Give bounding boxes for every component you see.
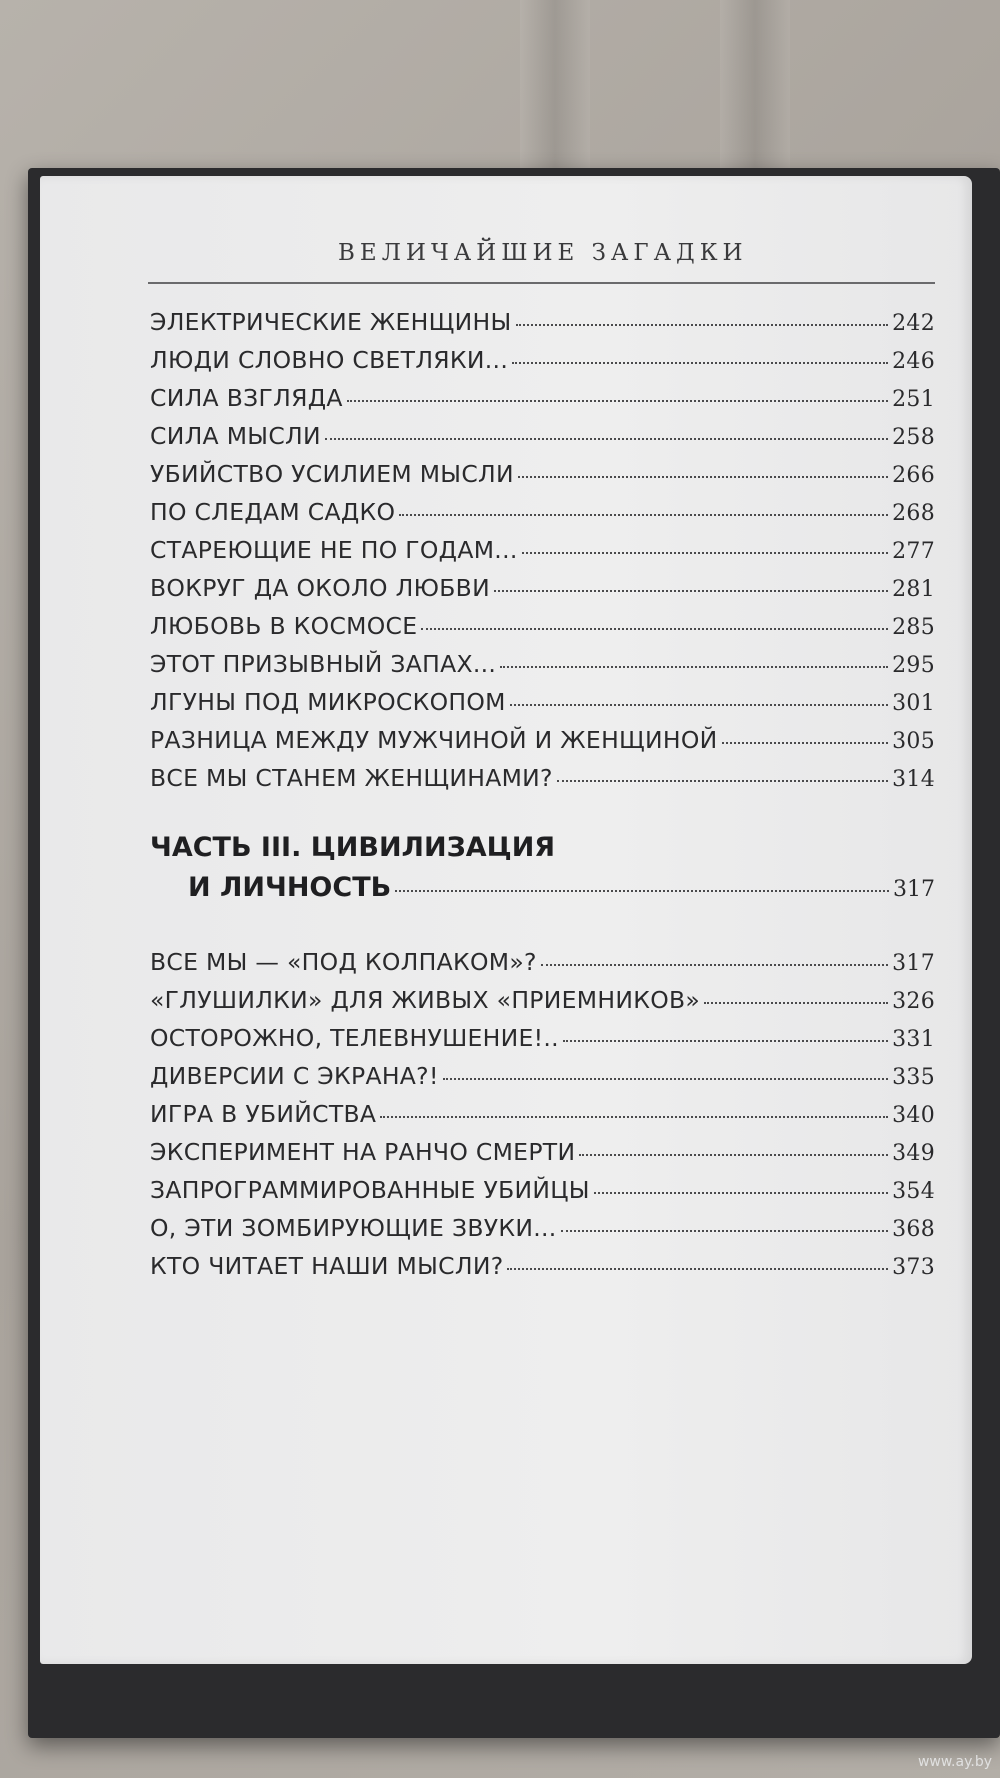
- part-heading-page: 317: [893, 877, 935, 902]
- toc-entry: [150, 574, 935, 612]
- toc-entry-title: ИГРА В УБИЙСТВА: [150, 1100, 377, 1128]
- toc-entry-title: ЭТОТ ПРИЗЫВНЫЙ ЗАПАХ...: [150, 650, 497, 678]
- toc-entry: [150, 1100, 935, 1138]
- toc-entry-title: ПО СЛЕДАМ САДКО: [150, 498, 396, 526]
- toc-section-1: [150, 308, 935, 802]
- toc-entry-title: СТАРЕЮЩИЕ НЕ ПО ГОДАМ...: [150, 536, 518, 564]
- dot-leader: [594, 1191, 888, 1194]
- dot-leader: [395, 890, 889, 892]
- toc-entry-title: УБИЙСТВО УСИЛИЕМ МЫСЛИ: [150, 460, 514, 488]
- toc-entry: [150, 688, 935, 726]
- toc-entry-title: ЗАПРОГРАММИРОВАННЫЕ УБИЙЦЫ: [150, 1176, 590, 1204]
- dot-leader: [704, 1001, 888, 1004]
- toc-entry-page: 314: [892, 767, 935, 792]
- header-rule: [148, 282, 935, 284]
- toc-entry-page: 340: [892, 1103, 935, 1128]
- toc-entry: [150, 536, 935, 574]
- toc-entry-page: 331: [892, 1027, 935, 1052]
- toc-entry-page: 242: [892, 311, 935, 336]
- dot-leader: [494, 589, 888, 592]
- dot-leader: [561, 1229, 889, 1232]
- toc-entry-page: 285: [892, 615, 935, 640]
- toc-entry-page: 349: [892, 1141, 935, 1166]
- dot-leader: [563, 1039, 888, 1042]
- toc-entry-page: 246: [892, 349, 935, 374]
- dot-leader: [512, 361, 888, 364]
- toc-entry: [150, 948, 935, 986]
- toc-entry: [150, 726, 935, 764]
- dot-leader: [443, 1077, 888, 1080]
- toc-entry: [150, 1062, 935, 1100]
- toc-entry-page: 326: [892, 989, 935, 1014]
- toc-entry-page: 251: [892, 387, 935, 412]
- dot-leader: [579, 1153, 888, 1156]
- part-heading-line2-row: [150, 872, 935, 916]
- toc-entry: [150, 308, 935, 346]
- toc-entry-title: «ГЛУШИЛКИ» ДЛЯ ЖИВЫХ «ПРИЕМНИКОВ»: [150, 986, 701, 1014]
- dot-leader: [507, 1267, 888, 1270]
- toc-entry-page: 368: [892, 1217, 935, 1242]
- toc-entry: [150, 1214, 935, 1252]
- toc-entry-title: ЛЮДИ СЛОВНО СВЕТЛЯКИ...: [150, 346, 509, 374]
- toc-entry-page: 354: [892, 1179, 935, 1204]
- toc-entry-page: 335: [892, 1065, 935, 1090]
- toc-entry: [150, 986, 935, 1024]
- toc-entry-page: 277: [892, 539, 935, 564]
- dot-leader: [399, 513, 888, 516]
- toc-entry-title: О, ЭТИ ЗОМБИРУЮЩИЕ ЗВУКИ...: [150, 1214, 557, 1242]
- toc-entry-title: КТО ЧИТАЕТ НАШИ МЫСЛИ?: [150, 1252, 504, 1280]
- toc-entry-page: 295: [892, 653, 935, 678]
- toc-entry-page: 301: [892, 691, 935, 716]
- dot-leader: [516, 323, 889, 326]
- toc-entry: [150, 1252, 935, 1290]
- dot-leader: [541, 963, 888, 966]
- toc-entry-title: ДИВЕРСИИ С ЭКРАНА?!: [150, 1062, 439, 1090]
- toc-entry-page: 281: [892, 577, 935, 602]
- toc-entry-title: ЛГУНЫ ПОД МИКРОСКОПОМ: [150, 688, 506, 716]
- toc-entry: [150, 612, 935, 650]
- dot-leader: [500, 665, 888, 668]
- dot-leader: [522, 551, 888, 554]
- toc-entry: [150, 422, 935, 460]
- part-heading: [150, 832, 935, 916]
- dot-leader: [325, 437, 888, 440]
- toc-entry: [150, 346, 935, 384]
- toc-entry-title: ОСТОРОЖНО, ТЕЛЕВНУШЕНИЕ!..: [150, 1024, 559, 1052]
- dot-leader: [421, 627, 888, 630]
- toc-entry: [150, 498, 935, 536]
- toc-entry-page: 373: [892, 1255, 935, 1280]
- toc-entry-title: ЭКСПЕРИМЕНТ НА РАНЧО СМЕРТИ: [150, 1138, 576, 1166]
- toc-entry-page: 317: [892, 951, 935, 976]
- toc-entry: [150, 1176, 935, 1214]
- toc-entry-title: ВОКРУГ ДА ОКОЛО ЛЮБВИ: [150, 574, 490, 602]
- dot-leader: [722, 741, 889, 744]
- toc-entry: [150, 1138, 935, 1176]
- toc-entry: [150, 650, 935, 688]
- toc-entry-title: СИЛА ВЗГЛЯДА: [150, 384, 343, 412]
- dot-leader: [518, 475, 888, 478]
- background-fold: [720, 0, 790, 180]
- toc-entry: [150, 764, 935, 802]
- toc-entry-title: РАЗНИЦА МЕЖДУ МУЖЧИНОЙ И ЖЕНЩИНОЙ: [150, 726, 718, 754]
- dot-leader: [510, 703, 888, 706]
- toc-entry: [150, 384, 935, 422]
- part-heading-line2: И ЛИЧНОСТЬ: [188, 872, 392, 903]
- toc-entry-title: ЭЛЕКТРИЧЕСКИЕ ЖЕНЩИНЫ: [150, 308, 512, 336]
- running-head: ВЕЛИЧАЙШИЕ ЗАГАДКИ: [338, 240, 748, 266]
- toc-entry-page: 305: [892, 729, 935, 754]
- toc-entry-title: ВСЕ МЫ СТАНЕМ ЖЕНЩИНАМИ?: [150, 764, 553, 792]
- background-fold: [520, 0, 590, 180]
- toc-entry-page: 258: [892, 425, 935, 450]
- toc-entry: [150, 460, 935, 498]
- toc-entry-page: 266: [892, 463, 935, 488]
- toc-entry-title: ЛЮБОВЬ В КОСМОСЕ: [150, 612, 418, 640]
- toc-entry-title: СИЛА МЫСЛИ: [150, 422, 321, 450]
- toc-entry: [150, 1024, 935, 1062]
- toc-section-2: [150, 948, 935, 1290]
- dot-leader: [557, 779, 888, 782]
- dot-leader: [347, 399, 888, 402]
- dot-leader: [380, 1115, 888, 1118]
- toc-entry-title: ВСЕ МЫ — «ПОД КОЛПАКОМ»?: [150, 948, 537, 976]
- watermark: www.ay.by: [917, 1754, 992, 1770]
- part-heading-line1: ЧАСТЬ III. ЦИВИЛИЗАЦИЯ: [150, 832, 556, 863]
- toc-entry-page: 268: [892, 501, 935, 526]
